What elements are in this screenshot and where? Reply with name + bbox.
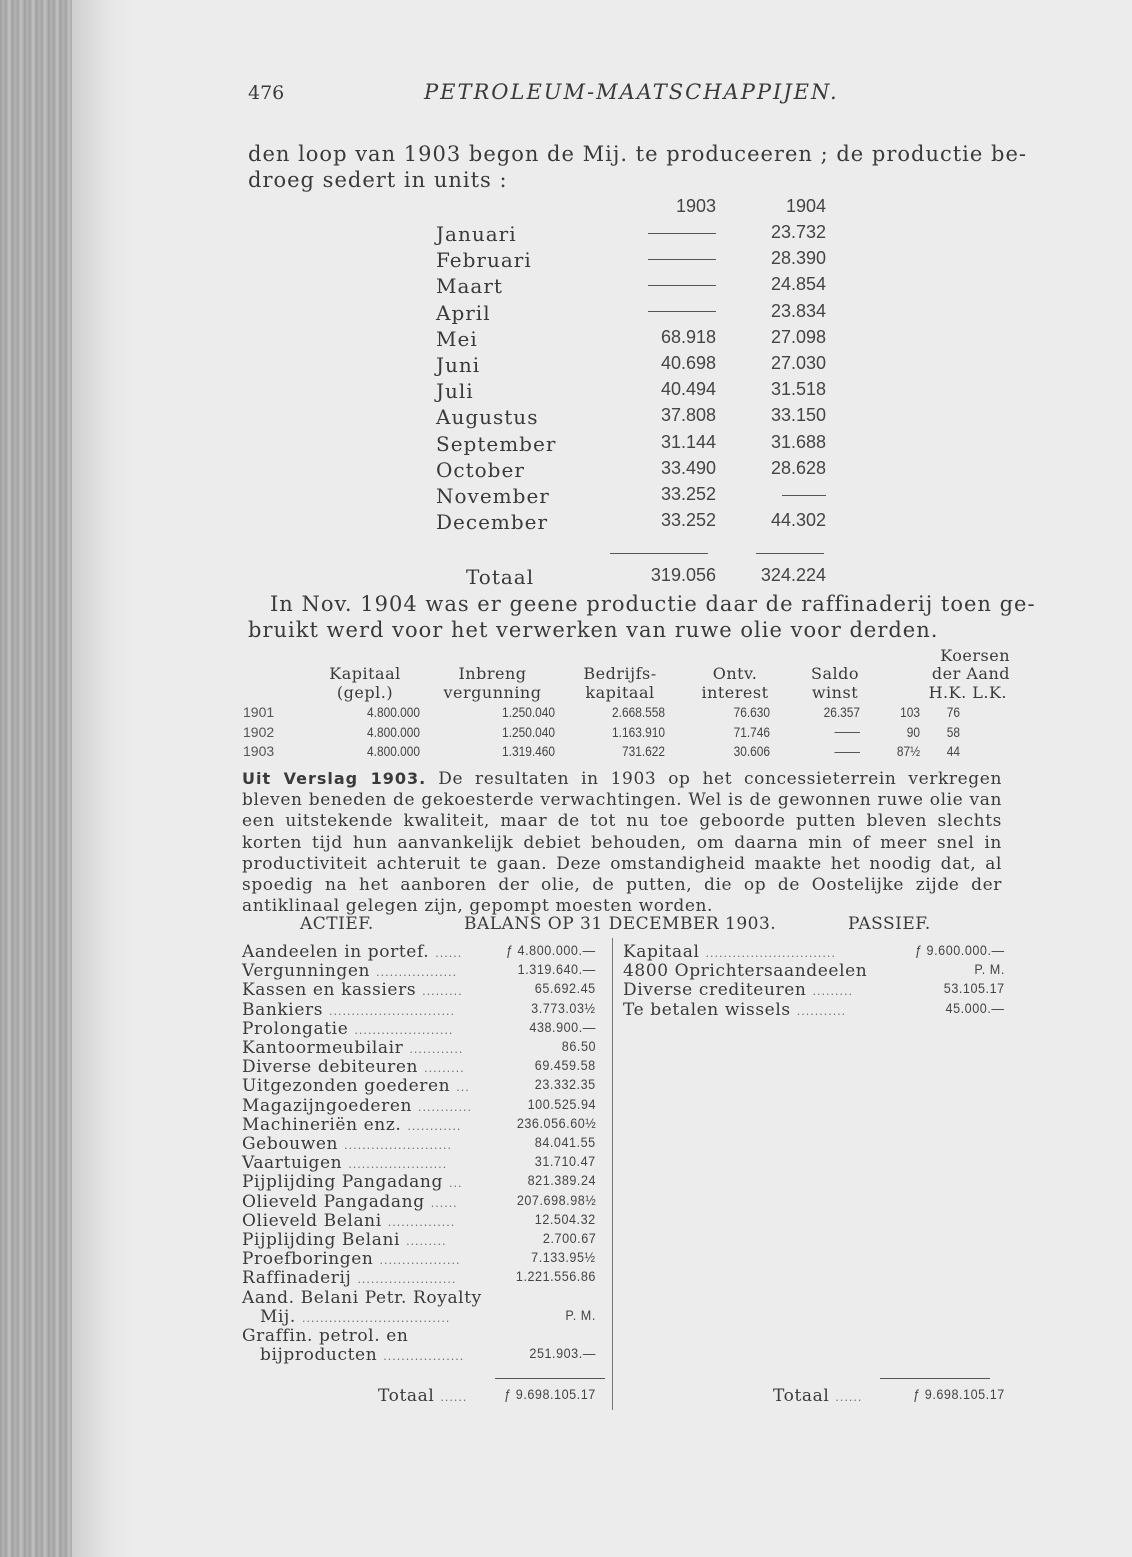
- fin-cell-lk: 76: [946, 704, 960, 720]
- fin-cell-inbreng: 1.319.460: [502, 743, 555, 759]
- month-label: Augustus: [436, 405, 539, 430]
- passief-row: [623, 980, 1005, 999]
- passief-label: Kapitaal: [623, 942, 700, 962]
- value-1903: [606, 301, 716, 322]
- verslag-heading: Uit Verslag 1903.: [242, 769, 427, 788]
- header-bedrijfs-1: Bedrijfs-: [583, 664, 657, 683]
- actief-label: Raffinaderij: [242, 1268, 352, 1289]
- actief-row: [242, 1115, 600, 1134]
- fin-cell-kapitaal: 4.800.000: [367, 704, 420, 720]
- fin-cell-bedrijfs: 1.163.910: [612, 723, 665, 740]
- actief-value: P. M.: [565, 1306, 596, 1323]
- actief-value: 438.900.—: [529, 1018, 596, 1035]
- actief-label: Prolongatie: [242, 1018, 349, 1039]
- production-row: [436, 458, 836, 484]
- actief-row: [242, 1345, 600, 1364]
- value-1903: 68.918: [660, 326, 716, 347]
- actief-value: 207.698.98½: [516, 1191, 596, 1208]
- actief-total-label: Totaal: [378, 1386, 435, 1406]
- actief-row: [242, 1288, 600, 1307]
- verslag-text: De resultaten in 1903 op het concessieterrein verkregen bleven beneden de gekoesterde verwachtingen. Wel is de gewonnen ruwe olie van een uitstekende kwaliteit, maar de tot nu toe geboorde putten bleven slechts korten tijd hun aanvankelijk debiet behouden, om daarna min of meer snel in productiviteit achteruit te gaan. Deze omstandigheid maakte het noodig dat, al spoedig na het aanboren der olie, de putten, die op de Oostelijke zijde der antiklinaal gelegen zijn, gepompt moesten worden.: [242, 769, 1002, 917]
- actief-label: Olieveld Pangadang: [242, 1191, 425, 1212]
- value-1904: 31.518: [770, 379, 826, 400]
- production-row: [436, 327, 836, 353]
- actief-value: 12.504.32: [535, 1210, 596, 1227]
- month-label: October: [436, 457, 525, 482]
- leader-dots: ......: [430, 1196, 458, 1210]
- actief-value: ƒ 4.800.000.—: [506, 942, 596, 958]
- fin-cell-kapitaal: 4.800.000: [367, 723, 420, 740]
- leader-dots: .........: [424, 1062, 465, 1076]
- production-total-row: [436, 565, 836, 591]
- nil-dash: [648, 311, 716, 312]
- passief-row: [623, 1000, 1005, 1019]
- value-1904: 28.390: [770, 248, 826, 269]
- leader-dots: .................................: [301, 1311, 451, 1325]
- actief-label: Aandeelen in portef.: [242, 942, 430, 962]
- actief-row: [242, 961, 600, 980]
- value-1903: 33.252: [660, 484, 716, 504]
- actief-value: 236.056.60½: [516, 1114, 596, 1131]
- passief-label: PASSIEF.: [848, 914, 931, 934]
- nil-dash: [648, 285, 716, 286]
- leader-dots: ......................: [348, 1158, 448, 1172]
- note-line-2: bruikt werd voor het verwerken van ruwe olie voor derden.: [248, 618, 939, 642]
- actief-row: [242, 1249, 600, 1268]
- actief-value: 7.133.95½: [531, 1249, 596, 1266]
- fin-cell-saldo: [801, 724, 861, 740]
- fin-cell-ontv: 30.606: [733, 743, 770, 759]
- leader-dots: .........: [422, 985, 463, 999]
- leader-dots: ...: [448, 1177, 463, 1191]
- sum-rule-1904: [756, 553, 824, 554]
- actief-label: Magazijngoederen: [242, 1095, 413, 1116]
- leader-dots: ......................: [354, 1023, 454, 1037]
- actief-value: 3.773.03½: [531, 999, 596, 1016]
- actief-row: [242, 1172, 600, 1191]
- passief-value: 53.105.17: [944, 980, 1005, 997]
- production-row: [436, 353, 836, 379]
- actief-row: [242, 1230, 600, 1249]
- value-1904: 44.302: [770, 510, 826, 531]
- leader-dots: ............: [409, 1043, 464, 1056]
- value-1904: [736, 484, 826, 505]
- header-ontv-2: interest: [701, 683, 769, 702]
- fin-cell-hk: 87½: [896, 743, 920, 759]
- actief-label: Machineriën enz.: [242, 1114, 402, 1135]
- fin-year: 1903: [243, 743, 275, 759]
- passief-label: Te betalen wissels: [623, 999, 791, 1020]
- header-kapitaal-2: (gepl.): [336, 683, 394, 702]
- actief-label: Bankiers: [242, 999, 324, 1020]
- actief-value: 1.319.640.—: [517, 961, 596, 978]
- actief-label: Pijplijding Pangadang: [242, 1172, 443, 1193]
- intro-line-2: droeg sedert in units :: [248, 168, 508, 192]
- production-row: [436, 222, 836, 248]
- actief-value: 100.525.94: [527, 1095, 596, 1112]
- month-label: Maart: [436, 274, 503, 299]
- leader-dots: ............................: [329, 1004, 455, 1018]
- actief-value: 69.459.58: [535, 1057, 596, 1074]
- value-1903: [606, 248, 716, 269]
- passief-total-row: Totaal ...... ƒ 9.698.105.17: [773, 1386, 1005, 1406]
- production-row: [436, 248, 836, 274]
- leader-dots: ...: [456, 1081, 470, 1095]
- fin-cell-lk: 58: [946, 723, 960, 740]
- total-label: Totaal: [466, 565, 535, 589]
- header-saldo-1: Saldo: [811, 664, 859, 683]
- fin-cell-ontv: 71.746: [733, 723, 770, 740]
- production-row: [436, 379, 836, 405]
- passief-value: ƒ 9.600.000.—: [915, 942, 1005, 958]
- page-number: 476: [248, 82, 285, 104]
- production-row: [436, 274, 836, 300]
- header-saldo-2: winst: [811, 683, 859, 702]
- actief-value: 2.700.67: [542, 1230, 596, 1246]
- note-line-1: In Nov. 1904 was er geene productie daar de raffinaderij toen ge-: [270, 592, 1036, 616]
- fin-cell-lk: 44: [946, 743, 960, 759]
- actief-row: [242, 1000, 600, 1019]
- actief-label: Olieveld Belani: [242, 1210, 382, 1231]
- value-1903: 40.698: [660, 353, 716, 373]
- fin-cell-bedrijfs: 2.668.558: [612, 704, 665, 720]
- fin-cell-kapitaal: 4.800.000: [367, 743, 420, 759]
- running-title: PETROLEUM-MAATSCHAPPIJEN.: [424, 80, 839, 104]
- actief-label: Gebouwen: [242, 1134, 339, 1154]
- value-1903: 31.144: [660, 431, 716, 452]
- actief-label: Vaartuigen: [242, 1153, 343, 1174]
- actief-row: [242, 1038, 600, 1057]
- header-koersen-2: der Aand: [931, 664, 1010, 683]
- actief-label: Aand. Belani Petr. Royalty: [242, 1287, 482, 1308]
- value-1904: 23.834: [770, 300, 826, 321]
- header-kapitaal-1: Kapitaal: [329, 664, 401, 683]
- intro-line-1: den loop van 1903 begon de Mij. te produceeren ; de productie be-: [248, 142, 1027, 166]
- nil-dash: [835, 732, 861, 733]
- actief-label: Diverse debiteuren: [242, 1057, 419, 1078]
- month-label: Januari: [436, 222, 517, 246]
- fin-cell-ontv: 76.630: [733, 704, 770, 720]
- month-label: Juli: [436, 379, 474, 404]
- leader-dots: ............: [418, 1100, 473, 1114]
- fin-cell-inbreng: 1.250.040: [502, 704, 555, 720]
- actief-row: [242, 1134, 600, 1153]
- fin-cell-bedrijfs: 731.622: [621, 743, 665, 759]
- header-inbreng-2: vergunning: [443, 683, 542, 702]
- actief-value: 84.041.55: [535, 1134, 596, 1150]
- actief-label: Kantoormeubilair: [242, 1038, 404, 1058]
- leader-dots: ..................: [379, 1254, 461, 1268]
- actief-value: 86.50: [561, 1038, 596, 1054]
- actief-label: ACTIEF.: [300, 914, 374, 934]
- leader-dots: ......: [435, 947, 463, 960]
- value-1903: 37.808: [660, 405, 716, 426]
- actief-row: [242, 1192, 600, 1211]
- actief-label: Pijplijding Belani: [242, 1230, 401, 1250]
- month-label: Februari: [436, 248, 532, 273]
- header-koersen-3: H.K. L.K.: [928, 683, 1007, 702]
- leader-dots: ..................: [383, 1350, 465, 1364]
- column-header-1904: 1904: [785, 196, 826, 216]
- actief-value: 23.332.35: [535, 1076, 596, 1093]
- actief-total-row: Totaal ...... ƒ 9.698.105.17: [378, 1386, 596, 1406]
- value-1903: 33.252: [660, 510, 716, 531]
- header-koersen-1: Koersen: [940, 646, 1010, 665]
- production-row: [436, 510, 836, 536]
- actief-label: bijproducten: [242, 1345, 378, 1366]
- fin-cell-saldo: 26.357: [823, 704, 860, 720]
- fin-year: 1901: [243, 704, 275, 720]
- header-ontv-1: Ontv.: [712, 664, 758, 683]
- leader-dots: ...............: [387, 1215, 456, 1229]
- value-1904: 28.628: [770, 457, 826, 478]
- fin-cell-saldo: [801, 743, 861, 759]
- actief-total-value: ƒ 9.698.105.17: [504, 1386, 596, 1402]
- actief-row: [242, 1211, 600, 1230]
- fin-cell-hk: 90: [906, 723, 920, 740]
- production-row: [436, 484, 836, 510]
- value-1903: [606, 222, 716, 243]
- actief-row: [242, 980, 600, 999]
- actief-label: Mij.: [242, 1306, 296, 1327]
- actief-label: Vergunningen: [242, 961, 371, 982]
- month-label: April: [436, 300, 491, 325]
- value-1904: 27.030: [770, 353, 826, 373]
- nil-dash: [782, 495, 826, 496]
- verslag-paragraph: [242, 768, 1002, 917]
- month-label: Mei: [436, 326, 478, 351]
- actief-value: 1.221.556.86: [515, 1268, 596, 1285]
- actief-row: [242, 1326, 600, 1345]
- leader-dots: .............................: [705, 947, 836, 960]
- production-header-row: [436, 196, 836, 222]
- month-label: Juni: [436, 353, 481, 377]
- value-1903: 40.494: [660, 379, 716, 400]
- passief-value: 45.000.—: [946, 999, 1005, 1016]
- actief-sum-rule: [495, 1378, 605, 1379]
- passief-sum-rule: [880, 1378, 990, 1379]
- balance-title: BALANS OP 31 DECEMBER 1903.: [464, 914, 777, 934]
- passief-total-value: ƒ 9.698.105.17: [913, 1386, 1005, 1402]
- value-1904: 23.732: [770, 222, 826, 242]
- nil-dash: [648, 259, 716, 260]
- actief-label: Graffin. petrol. en: [242, 1326, 409, 1346]
- actief-row: [242, 1096, 600, 1115]
- month-label: November: [436, 484, 550, 508]
- actief-value: 251.903.—: [529, 1345, 596, 1362]
- value-1904: 31.688: [770, 431, 826, 452]
- actief-value: 65.692.45: [535, 980, 596, 997]
- nil-dash: [648, 233, 716, 234]
- value-1903: [606, 274, 716, 295]
- column-header-1903: 1903: [675, 196, 716, 216]
- leader-dots: .........: [406, 1235, 447, 1248]
- actief-label: Uitgezonden goederen: [242, 1076, 451, 1097]
- actief-row: [242, 1307, 600, 1326]
- value-1904: 33.150: [770, 405, 826, 426]
- fin-cell-inbreng: 1.250.040: [502, 723, 555, 740]
- header-inbreng-1: Inbreng: [458, 664, 527, 683]
- value-1903: 33.490: [660, 457, 716, 478]
- production-row: [436, 405, 836, 431]
- header-bedrijfs-2: kapitaal: [585, 683, 655, 702]
- leader-dots: .........: [812, 985, 853, 999]
- actief-value: 31.710.47: [535, 1153, 596, 1170]
- passief-total-label: Totaal: [773, 1386, 830, 1406]
- actief-row: [242, 1153, 600, 1172]
- actief-row: [242, 1076, 600, 1095]
- passief-row: [623, 942, 1005, 961]
- actief-label: Kassen en kassiers: [242, 980, 417, 1001]
- passief-row: [623, 961, 1005, 980]
- actief-row: [242, 942, 600, 961]
- actief-value: 821.389.24: [527, 1172, 596, 1189]
- leader-dots: ............: [407, 1119, 462, 1133]
- production-row: [436, 301, 836, 327]
- passief-value: P. M.: [974, 961, 1005, 978]
- value-1904: 27.098: [770, 326, 826, 347]
- total-1904: 324.224: [760, 565, 826, 585]
- column-divider: [612, 938, 613, 1410]
- leader-dots: ......................: [357, 1273, 457, 1287]
- total-1903: 319.056: [650, 565, 716, 585]
- production-row: [436, 432, 836, 458]
- fin-cell-hk: 103: [900, 704, 920, 720]
- month-label: December: [436, 510, 549, 535]
- leader-dots: ...........: [796, 1004, 847, 1018]
- leader-dots: ..................: [376, 966, 458, 980]
- sum-rule-1903: [610, 553, 708, 554]
- actief-label: Proefboringen: [242, 1249, 374, 1270]
- nil-dash: [835, 752, 861, 753]
- value-1904: 24.854: [770, 274, 826, 295]
- actief-row: [242, 1268, 600, 1287]
- leader-dots: ........................: [344, 1139, 453, 1152]
- fin-year: 1902: [243, 723, 275, 740]
- passief-label: 4800 Oprichtersaandeelen: [623, 961, 868, 982]
- actief-row: [242, 1019, 600, 1038]
- actief-row: [242, 1057, 600, 1076]
- month-label: September: [436, 431, 557, 456]
- passief-label: Diverse crediteuren: [623, 980, 807, 1001]
